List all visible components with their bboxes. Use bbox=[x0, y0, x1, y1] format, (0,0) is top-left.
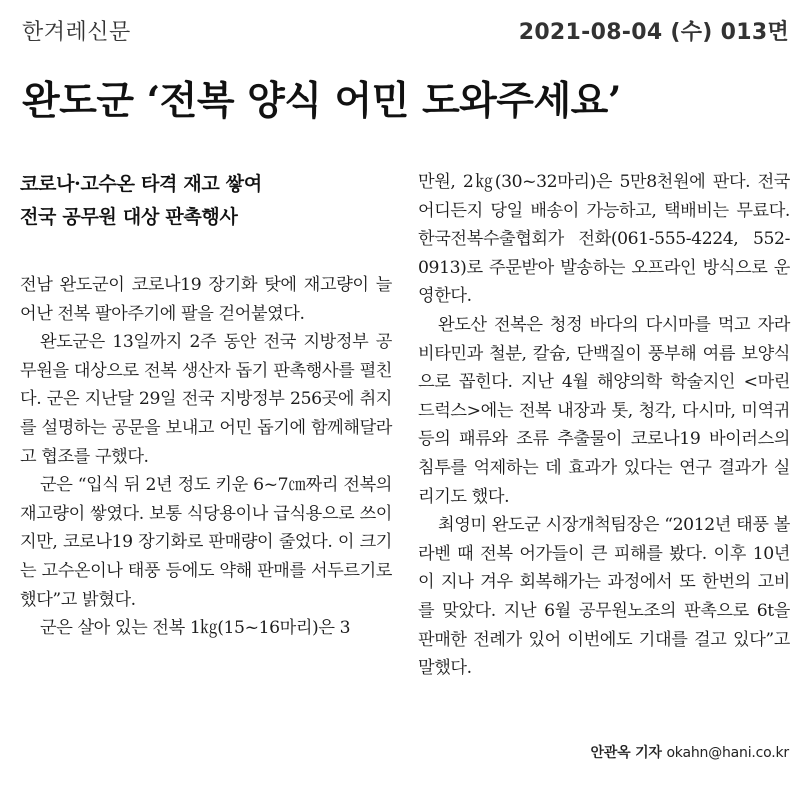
body-paragraph: 군은 살아 있는 전복 1㎏(15~16마리)은 3 bbox=[40, 618, 351, 639]
body-paragraph: 만원, 2㎏(30~32마리)은 5만8천원에 판다. 전국 어디든지 당일 배송이 가능하고, 택배비는 무료다. 한국전복수출협회가 전화(061-555-4224, 552-0913)로 주문받아 발송하는 오프라인 방식으로 운영한다. bbox=[418, 172, 790, 307]
body-paragraph: 전남 완도군이 코로나19 장기화 탓에 재고량이 늘어난 전복 팔아주기에 팔을 걷어붙였다. bbox=[20, 275, 392, 324]
article-headline: 완도군 ‘전복 양식 어민 도와주세요’ bbox=[22, 78, 621, 124]
article-column-left bbox=[20, 168, 392, 643]
issue-date: 2021-08-04 (수) 013면 bbox=[518, 19, 789, 45]
body-paragraph: 최영미 완도군 시장개척팀장은 “2012년 태풍 볼라벤 때 전복 어가들이 큰 피해를 봤다. 이후 10년이 지나 겨우 회복해가는 과정에서 또 한번의 고비를 맞았다. 지난 6월 공무원노조의 판촉으로 6t을 판매한 전례가 있어 이번에도 기대를 걸고 있다”고 말했다. bbox=[418, 515, 790, 679]
subheadline-line-2: 전국 공무원 대상 판촉행사 bbox=[20, 206, 238, 228]
newspaper-name: 한겨레신문 bbox=[22, 19, 131, 45]
page-header bbox=[22, 10, 789, 50]
reporter-email: okahn@hani.co.kr bbox=[666, 745, 789, 761]
article-column-right bbox=[418, 168, 790, 683]
body-paragraph: 군은 “입식 뒤 2년 정도 키운 6~7㎝짜리 전복의 재고량이 쌓였다. 보통 식당용이나 급식용으로 쓰이지만, 코로나19 장기화로 판매량이 줄었다. 이 크기는 고수온이나 태풍 등에도 약해 판매를 서두르기로 했다”고 밝혔다. bbox=[20, 475, 392, 610]
subheadline bbox=[20, 168, 392, 234]
body-paragraph: 완도군은 13일까지 2주 동안 전국 지방정부 공무원을 대상으로 전복 생산자 돕기 판촉행사를 펼친다. 군은 지난달 29일 전국 지방정부 256곳에 취지를 설명하는 공문을 보내고 어민 돕기에 함께해달라고 협조를 구했다. bbox=[20, 332, 392, 467]
reporter-name: 안관옥 기자 bbox=[590, 745, 662, 761]
body-paragraph: 완도산 전복은 청정 바다의 다시마를 먹고 자라 비타민과 철분, 칼슘, 단백질이 풍부해 여름 보양식으로 꼽힌다. 지난 4월 해양의학 학술지인 <마린 드럭스>에는 전복 내장과 톳, 청각, 다시마, 미역귀 등의 패류와 조류 추출물이 코로나19 바이러스의 침투를 억제하는 데 효과가 있다는 연구 결과가 실리기도 했다. bbox=[418, 314, 790, 507]
subheadline-line-1: 코로나·고수온 타격 재고 쌓여 bbox=[20, 173, 262, 195]
byline bbox=[590, 742, 789, 762]
